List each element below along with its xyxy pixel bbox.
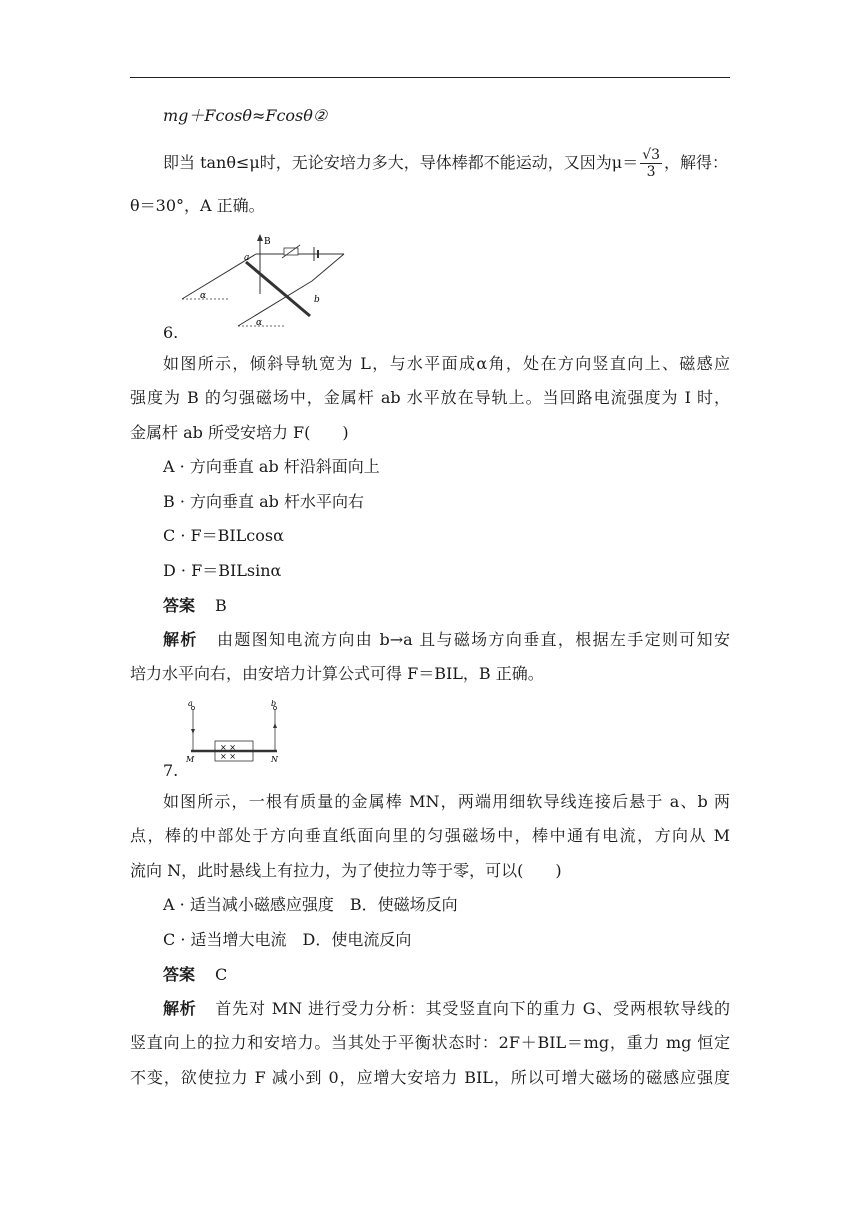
- q7-number: 7.: [163, 761, 179, 780]
- q7-stem-1: 如图所示，一根有质量的金属棒 MN，两端用细软导线连接后悬于 a、b 两: [163, 792, 730, 811]
- q7-figure-hanging-rod: [183, 700, 293, 770]
- q6-option-b: B · 方向垂直 ab 杆水平向右: [163, 492, 364, 511]
- q7-analysis-2: 竖直向上的拉力和安培力。当其处于平衡状态时：2F＋BIL＝mg，重力 mg 恒定: [130, 1033, 730, 1052]
- q6-analysis-label: 解析: [163, 630, 198, 649]
- q7-answer: C: [215, 965, 228, 984]
- q7-answer-line: [163, 965, 730, 985]
- equation-2: mg＋Fcosθ≈Fcosθ②: [163, 106, 328, 125]
- q6-stem-2: 强度为 B 的匀强磁场中，金属杆 ab 水平放在导轨上。当回路电流强度为 I 时，: [130, 388, 730, 407]
- condition-line: [163, 146, 730, 180]
- label-N: N: [271, 755, 278, 764]
- q7-stem-2: 点，棒的中部处于方向垂直纸面向里的匀强磁场中，棒中通有电流，方向从 M: [130, 826, 730, 845]
- q6-option-d: D · F＝BILsinα: [163, 561, 282, 580]
- label-B: B: [264, 237, 271, 247]
- q6-analysis-text-1: 由题图知电流方向由 b→a 且与磁场方向垂直，根据左手定则可知安: [215, 630, 730, 649]
- q6-stem-3: 金属杆 ab 所受安培力 F( ): [130, 423, 349, 442]
- label-a: a: [188, 700, 193, 708]
- fraction-root3-over-3: $\frac{√3}{3}$: [642, 147, 661, 180]
- q7-analysis-label: 解析: [163, 999, 197, 1018]
- q7-stem-3: 流向 N，此时悬线上有拉力，为了使拉力等于零，可以( ): [130, 861, 562, 880]
- label-M: M: [186, 755, 195, 764]
- label-alpha-1: α: [200, 291, 207, 301]
- q6-option-c: C · F＝BILcosα: [163, 526, 284, 545]
- q6-stem-1: 如图所示，倾斜导轨宽为 L，与水平面成α角，处在方向竖直向上、磁感应: [163, 354, 730, 373]
- q6-option-a: A · 方向垂直 ab 杆沿斜面向上: [163, 457, 380, 476]
- field-cross-row-1: × ×: [220, 743, 236, 752]
- q6-analysis-2: 培力水平向右，由安培力计算公式可得 F＝BIL，B 正确。: [130, 664, 544, 683]
- field-cross-row-2: × ×: [220, 752, 236, 761]
- q6-answer: B: [215, 596, 227, 615]
- q7-analysis-1: [163, 999, 730, 1019]
- label-a: a: [244, 253, 250, 263]
- condition-text-b: ，解得：: [664, 153, 729, 172]
- header-rule: [130, 77, 730, 78]
- label-b: b: [271, 700, 277, 708]
- q6-answer-line: [163, 596, 730, 616]
- result-line: θ＝30°，A 正确。: [130, 196, 265, 215]
- label-b: b: [314, 295, 320, 305]
- q7-answer-label: 答案: [163, 965, 196, 984]
- q6-number: 6.: [163, 323, 179, 342]
- q7-options-ab: A · 适当减小磁感应强度 B．使磁场反向: [163, 895, 458, 914]
- q6-analysis-1: [163, 630, 730, 650]
- q6-figure-incline-rails: [178, 232, 350, 332]
- q7-options-cd: C · 适当增大电流 D．使电流反向: [163, 930, 412, 949]
- condition-text-a: 即当 tanθ≤μ时，无论安培力多大，导体棒都不能运动，又因为μ＝: [163, 153, 639, 172]
- q6-answer-label: 答案: [163, 596, 196, 615]
- label-alpha-2: α: [256, 318, 263, 328]
- q7-analysis-text-1: 首先对 MN 进行受力分析：其受竖直向下的重力 G、受两根软导线的: [214, 999, 730, 1018]
- q7-analysis-3: 不变，欲使拉力 F 减小到 0，应增大安培力 BIL，所以可增大磁场的磁感应强度: [130, 1068, 730, 1087]
